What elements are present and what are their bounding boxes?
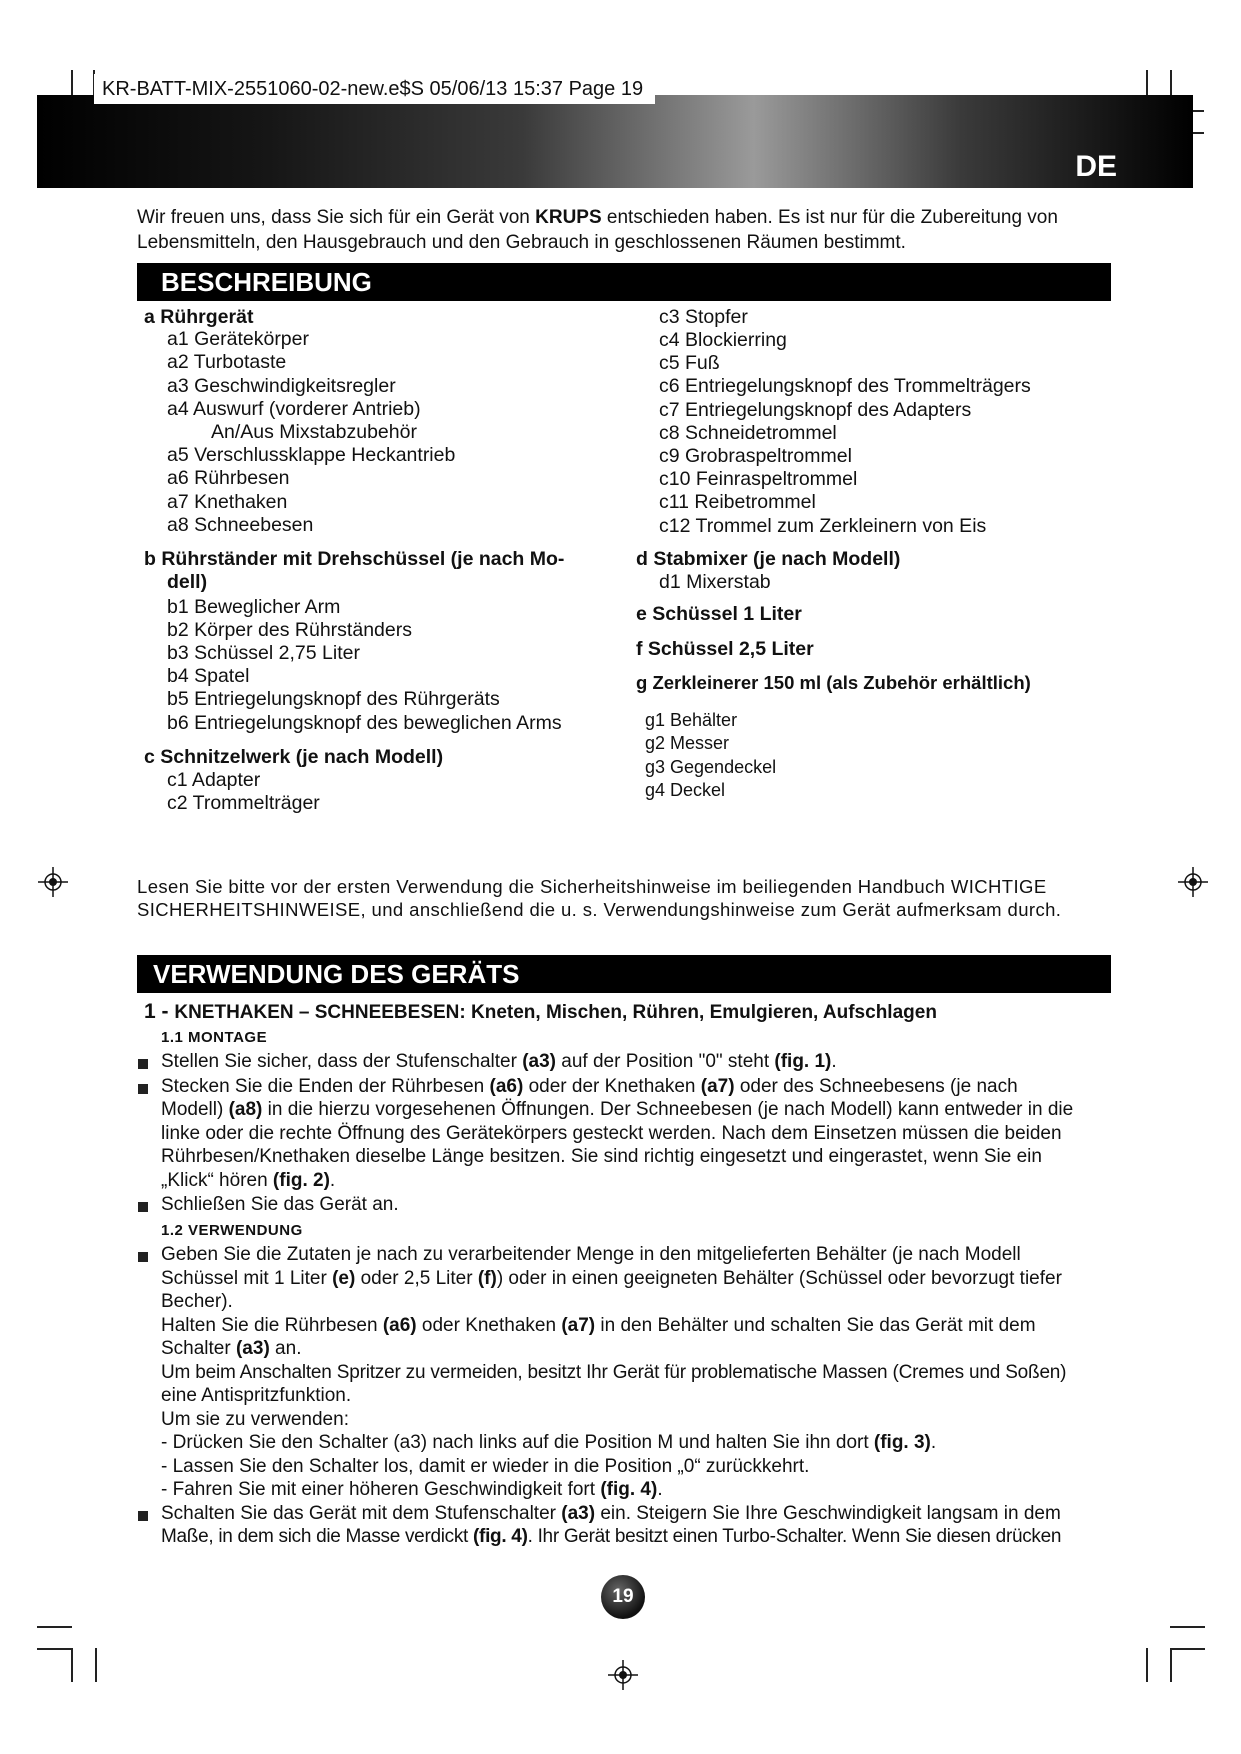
list-item: b4 Spatel [167,665,250,687]
registration-mark-icon [608,1660,638,1690]
intro-post: entschieden haben. Es ist nur für die Zubereitung von [601,207,1058,228]
subheading-montage: 1.1 MONTAGE [161,1029,268,1046]
usage-step-1-line1: Geben Sie die Zutaten je nach zu verarbeitender Menge in den mitgelieferten Behälter (je nach Modell [161,1244,1021,1265]
list-item: b3 Schüssel 2,75 Liter [167,642,360,664]
ref: (a7) [700,1076,735,1097]
usage-step-1-line8: Um sie zu verwenden: [161,1409,349,1430]
crop-mark [1170,1626,1205,1628]
brand-name: KRUPS [535,207,602,228]
text: Schüssel mit 1 Liter [161,1268,333,1289]
ref: (a7) [561,1315,596,1336]
text: ein. Steigern Sie Ihre Geschwindigkeit langsam in dem [595,1503,1061,1524]
list-item: c5 Fuß [659,352,720,374]
list-item: a1 Gerätekörper [167,328,309,350]
crop-mark [1170,1648,1205,1650]
group-title-c: c Schnitzelwerk (je nach Modell) [144,746,444,768]
ref: (e) [332,1268,356,1289]
usage-step-1-line2 [161,1268,1062,1290]
text: Stecken Sie die Enden der Rührbesen [161,1076,490,1097]
montage-step-2-line4: Rührbesen/Knethaken dieselbe Länge besitzen. Sie sind richtig eingesetzt und eingerastet, wenn Sie ein [161,1146,1042,1167]
list-item: a5 Verschlussklappe Heckantrieb [167,444,456,466]
text: „Klick“ hören [161,1170,273,1191]
ref: (a6) [382,1315,417,1336]
list-item: c7 Entriegelungsknopf des Adapters [659,399,972,421]
list-item: c1 Adapter [167,769,261,791]
page-number: 19 [601,1575,645,1619]
usage-step-1-line3: Becher). [161,1291,233,1312]
text: in den Behälter und schalten Sie das Gerät mit dem [595,1315,1036,1336]
text: Maße, in dem sich die Masse verdickt [161,1526,474,1547]
text: . [329,1170,336,1191]
usage-step-1-line5 [161,1338,301,1360]
text: Schalten Sie das Gerät mit dem Stufenschalter [161,1503,562,1524]
list-item: b5 Entriegelungsknopf des Rührgeräts [167,688,500,710]
fig-ref: (fig. 3) [873,1432,931,1453]
fig-ref: (fig. 2) [272,1170,330,1191]
usage-step-1-line10: - Lassen Sie den Schalter los, damit er wieder in die Position „0“ zurückkehrt. [161,1456,810,1477]
list-item: c11 Reibetrommel [659,491,816,513]
group-title-b-cont: dell) [167,571,208,593]
list-item: g1 Behälter [645,710,738,730]
text: oder des Schneebesens (je nach [734,1076,1018,1097]
usage-step-1-line4 [161,1315,1036,1337]
fig-ref: (fig. 1) [774,1051,832,1072]
list-item: g4 Deckel [645,780,726,800]
group-title-f: f Schüssel 2,5 Liter [636,638,814,660]
list-item: a6 Rührbesen [167,467,290,489]
montage-step-2-line5 [161,1170,335,1192]
list-item: a7 Knethaken [167,491,288,513]
list-item: d1 Mixerstab [659,571,771,593]
bullet-icon [138,1252,148,1262]
text: - Fahren Sie mit einer höheren Geschwindigkeit fort [161,1479,601,1500]
crop-mark [1146,1648,1148,1682]
usage-step-2-line2 [161,1526,1061,1548]
registration-mark-icon [38,867,68,897]
group-title-d: d Stabmixer (je nach Modell) [636,548,901,570]
montage-step-2-line3: linke oder die rechte Öffnung des Gerätekörpers gesteckt werden. Nach dem Einsetzen müssen die beiden [161,1123,1062,1144]
group-title-b: b Rührständer mit Drehschüssel (je nach Mo- [144,548,565,570]
text: ) oder in einen geeigneten Behälter (Schüssel oder bevorzugt tiefer [496,1268,1062,1289]
text: oder der Knethaken [523,1076,701,1097]
montage-step-1 [161,1051,837,1073]
usage-step-2-line1 [161,1503,1061,1525]
safety-note-line1: Lesen Sie bitte vor der ersten Verwendung die Sicherheitshinweise im beiliegenden Handbuch WICHTIGE [137,876,1047,897]
montage-step-2-line2 [161,1099,1073,1121]
text: . [831,1051,837,1072]
intro-text [137,205,1058,230]
list-item: g2 Messer [645,733,730,753]
montage-step-3: Schließen Sie das Gerät an. [161,1194,399,1215]
fig-ref: (fig. 4) [473,1526,528,1547]
list-item: a3 Geschwindigkeitsregler [167,375,396,397]
group-title-e: e Schüssel 1 Liter [636,603,802,625]
section-bar-beschreibung: BESCHREIBUNG [137,263,1111,301]
ref: (a3) [235,1338,270,1359]
text: in die hierzu vorgesehenen Öffnungen. Der Schneebesen (je nach Modell) kann entweder in die [262,1099,1074,1120]
list-item: c4 Blockierring [659,329,787,351]
text: - Drücken Sie den Schalter (a3) nach links auf die Position M und halten Sie ihn dort [161,1432,874,1453]
bullet-icon [138,1202,148,1212]
intro-text-line2: Lebensmitteln, den Hausgebrauch und den Gebrauch in geschlossenen Räumen bestimmt. [137,232,906,253]
list-item: c9 Grobraspeltrommel [659,445,852,467]
print-file-info: KR-BATT-MIX-2551060-02-new.e$S 05/06/13 15:37 Page 19 [94,74,655,104]
group-title-g: g Zerkleinerer 150 ml (als Zubehör erhältlich) [636,672,1031,693]
list-item: c2 Trommelträger [167,792,320,814]
registration-mark-icon [1178,867,1208,897]
usage-step-1-line9 [161,1432,936,1454]
text: . Ihr Gerät besitzt einen Turbo-Schalter. Wenn Sie diesen drücken [527,1526,1062,1547]
text: an. [269,1338,302,1359]
intro-pre: Wir freuen uns, dass Sie sich für ein Gerät von [137,207,536,228]
ref: (a8) [228,1099,263,1120]
crop-mark [95,1648,97,1682]
usage-step-1-line7: eine Antispritzfunktion. [161,1385,352,1406]
bullet-icon [138,1084,148,1094]
ref: (a3) [522,1051,556,1072]
crop-mark [1170,1648,1172,1682]
bullet-icon [138,1059,148,1069]
ref: (a6) [489,1076,524,1097]
language-tag: DE [1075,150,1117,183]
heading-text: KNETHAKEN – SCHNEEBESEN: Kneten, Mischen, Rühren, Emulgieren, Aufschlagen [174,1002,937,1023]
list-item: c10 Feinraspeltrommel [659,468,858,490]
bullet-icon [138,1511,148,1521]
crop-mark [37,1626,72,1628]
ref: (f) [477,1268,497,1289]
list-item: c12 Trommel zum Zerkleinern von Eis [659,515,987,537]
usage-step-1-line11 [161,1479,663,1501]
text: Modell) [161,1099,229,1120]
list-item: b2 Körper des Rührständers [167,619,412,641]
text: . [930,1432,937,1453]
text: oder 2,5 Liter [355,1268,478,1289]
group-title-a: a Rührgerät [144,306,254,328]
list-item: c8 Schneidetrommel [659,422,837,444]
crop-mark [37,1648,72,1650]
list-item: a2 Turbotaste [167,351,287,373]
text: Halten Sie die Rührbesen [161,1315,383,1336]
text: Schalter [161,1338,236,1359]
text: . [657,1479,663,1500]
ref: (a3) [561,1503,596,1524]
list-item: c3 Stopfer [659,306,748,328]
subheading-verwendung: 1.2 VERWENDUNG [161,1222,303,1239]
list-item: g3 Gegendeckel [645,757,777,777]
text: oder Knethaken [416,1315,562,1336]
list-item: b1 Beweglicher Arm [167,596,341,618]
heading-number: 1 - [144,1000,175,1023]
text: Stellen Sie sicher, dass der Stufenschalter [161,1051,523,1072]
text: auf der Position "0" steht [556,1051,775,1072]
header-banner [37,95,1193,188]
crop-mark [71,1648,73,1682]
list-item: An/Aus Mixstabzubehör [211,421,417,443]
fig-ref: (fig. 4) [600,1479,658,1500]
section-bar-verwendung: VERWENDUNG DES GERÄTS [137,955,1111,993]
montage-step-2-line1 [161,1076,1018,1098]
usage-step-1-line6: Um beim Anschalten Spritzer zu vermeiden, besitzt Ihr Gerät für problematische Massen (Cremes und Soßen) [161,1362,1067,1383]
safety-note-line2: SICHERHEITSHINWEISE, und anschließend die u. s. Verwendungshinweise zum Gerät aufmerksam durch. [137,899,1062,920]
list-item: a4 Auswurf (vorderer Antrieb) [167,398,421,420]
usage-heading-1 [144,1000,937,1024]
list-item: a8 Schneebesen [167,514,314,536]
list-item: c6 Entriegelungsknopf des Trommelträgers [659,375,1031,397]
list-item: b6 Entriegelungsknopf des beweglichen Arms [167,712,562,734]
